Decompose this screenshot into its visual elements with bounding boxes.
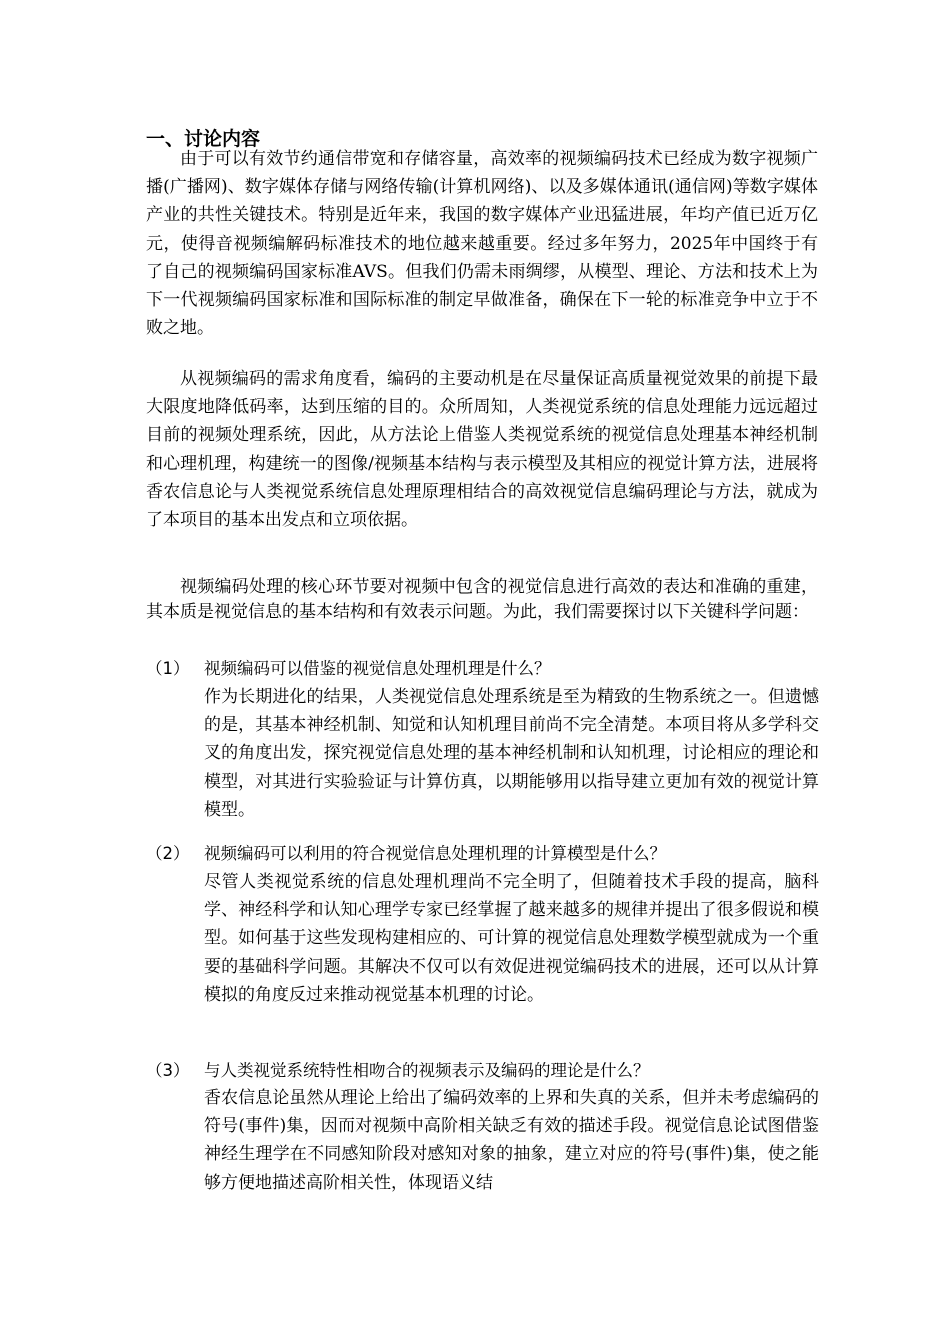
question-title: 视频编码可以借鉴的视觉信息处理机理是什么？ (204, 659, 551, 678)
question-body: 尽管人类视觉系统的信息处理机理尚不完全明了，但随着技术手段的提高，脑科学、神经科学和认知心理学专家已经掌握了越来越多的规律并提出了很多假说和模型。如何基于这些发现构建相应的、可计算的视觉信息处理数学模型就成为一个重要的基础科学问题。其解决不仅可以有效促进视觉编码技术的进展，还可以从计算模拟的角度反过来推动视觉基本机理的讨论。 (204, 872, 819, 1005)
body-paragraph: 由于可以有效节约通信带宽和存储容量，高效率的视频编码技术已经成为数字视频广播(广播网)、数字媒体存储与网络传输(计算机网络)、以及多媒体通讯(通信网)等数字媒体产业的共性关键技术。特别是近年来，我国的数字媒体产业迅猛进展，年均产值已近万亿元，使得音视频编解码标准技术的地位越来越重要。经过多年努力，2025年中国终于有了自己的视频编码国家标准AVS。但我们仍需未雨绸缪，从模型、理论、方法和技术上为下一代视频编码国家标准和国际标准的制定早做准备，确保在下一轮的标准竞争中立于不败之地。 (146, 149, 818, 339)
question-title: 与人类视觉系统特性相吻合的视频表示及编码的理论是什么？ (204, 1061, 650, 1080)
question-body: 作为长期进化的结果，人类视觉信息处理系统是至为精致的生物系统之一。但遗憾的是，其基本神经机制、知觉和认知机理目前尚不完全清楚。本项目将从多学科交叉的角度出发，探究视觉信息处理的基本神经机制和认知机理，讨论相应的理论和模型，对其进行实验验证与计算仿真，以期能够用以指导建立更加有效的视觉计算模型。 (204, 687, 819, 820)
question-body: 香农信息论虽然从理论上给出了编码效率的上界和失真的关系，但并未考虑编码的符号(事件)集，因而对视频中高阶相关缺乏有效的描述手段。视觉信息论试图借鉴神经生理学在不同感知阶段对感知对象的抽象，建立对应的符号(事件)集，使之能够方便地描述高阶相关性，体现语义结 (204, 1088, 819, 1193)
body-paragraph: 视频编码处理的核心环节要对视频中包含的视觉信息进行高效的表达和准确的重建，其本质是视觉信息的基本结构和有效表示问题。为此，我们需要探讨以下关键科学问题： (146, 577, 818, 622)
question-number: （1） (146, 659, 190, 678)
body-paragraph: 从视频编码的需求角度看，编码的主要动机是在尽量保证高质量视觉效果的前提下最大限度地降低码率，达到压缩的目的。众所周知，人类视觉系统的信息处理能力远远超过目前的视频处理系统，因此，从方法论上借鉴人类视觉系统的视觉信息处理基本神经机制和心理机理，构建统一的图像/视频基本结构与表示模型及其相应的视觉计算方法，进展将香农信息论与人类视觉系统信息处理原理相结合的高效视觉信息编码理论与方法，就成为了本项目的基本出发点和立项依据。 (146, 369, 818, 531)
question-number: （2） (146, 844, 190, 863)
question-heading (146, 655, 826, 679)
question-heading (146, 1057, 826, 1081)
question-heading (146, 840, 826, 864)
question-number: （3） (146, 1061, 190, 1080)
section-heading: 一、讨论内容 (146, 128, 261, 150)
question-title: 视频编码可以利用的符合视觉信息处理机理的计算模型是什么？ (204, 844, 666, 863)
